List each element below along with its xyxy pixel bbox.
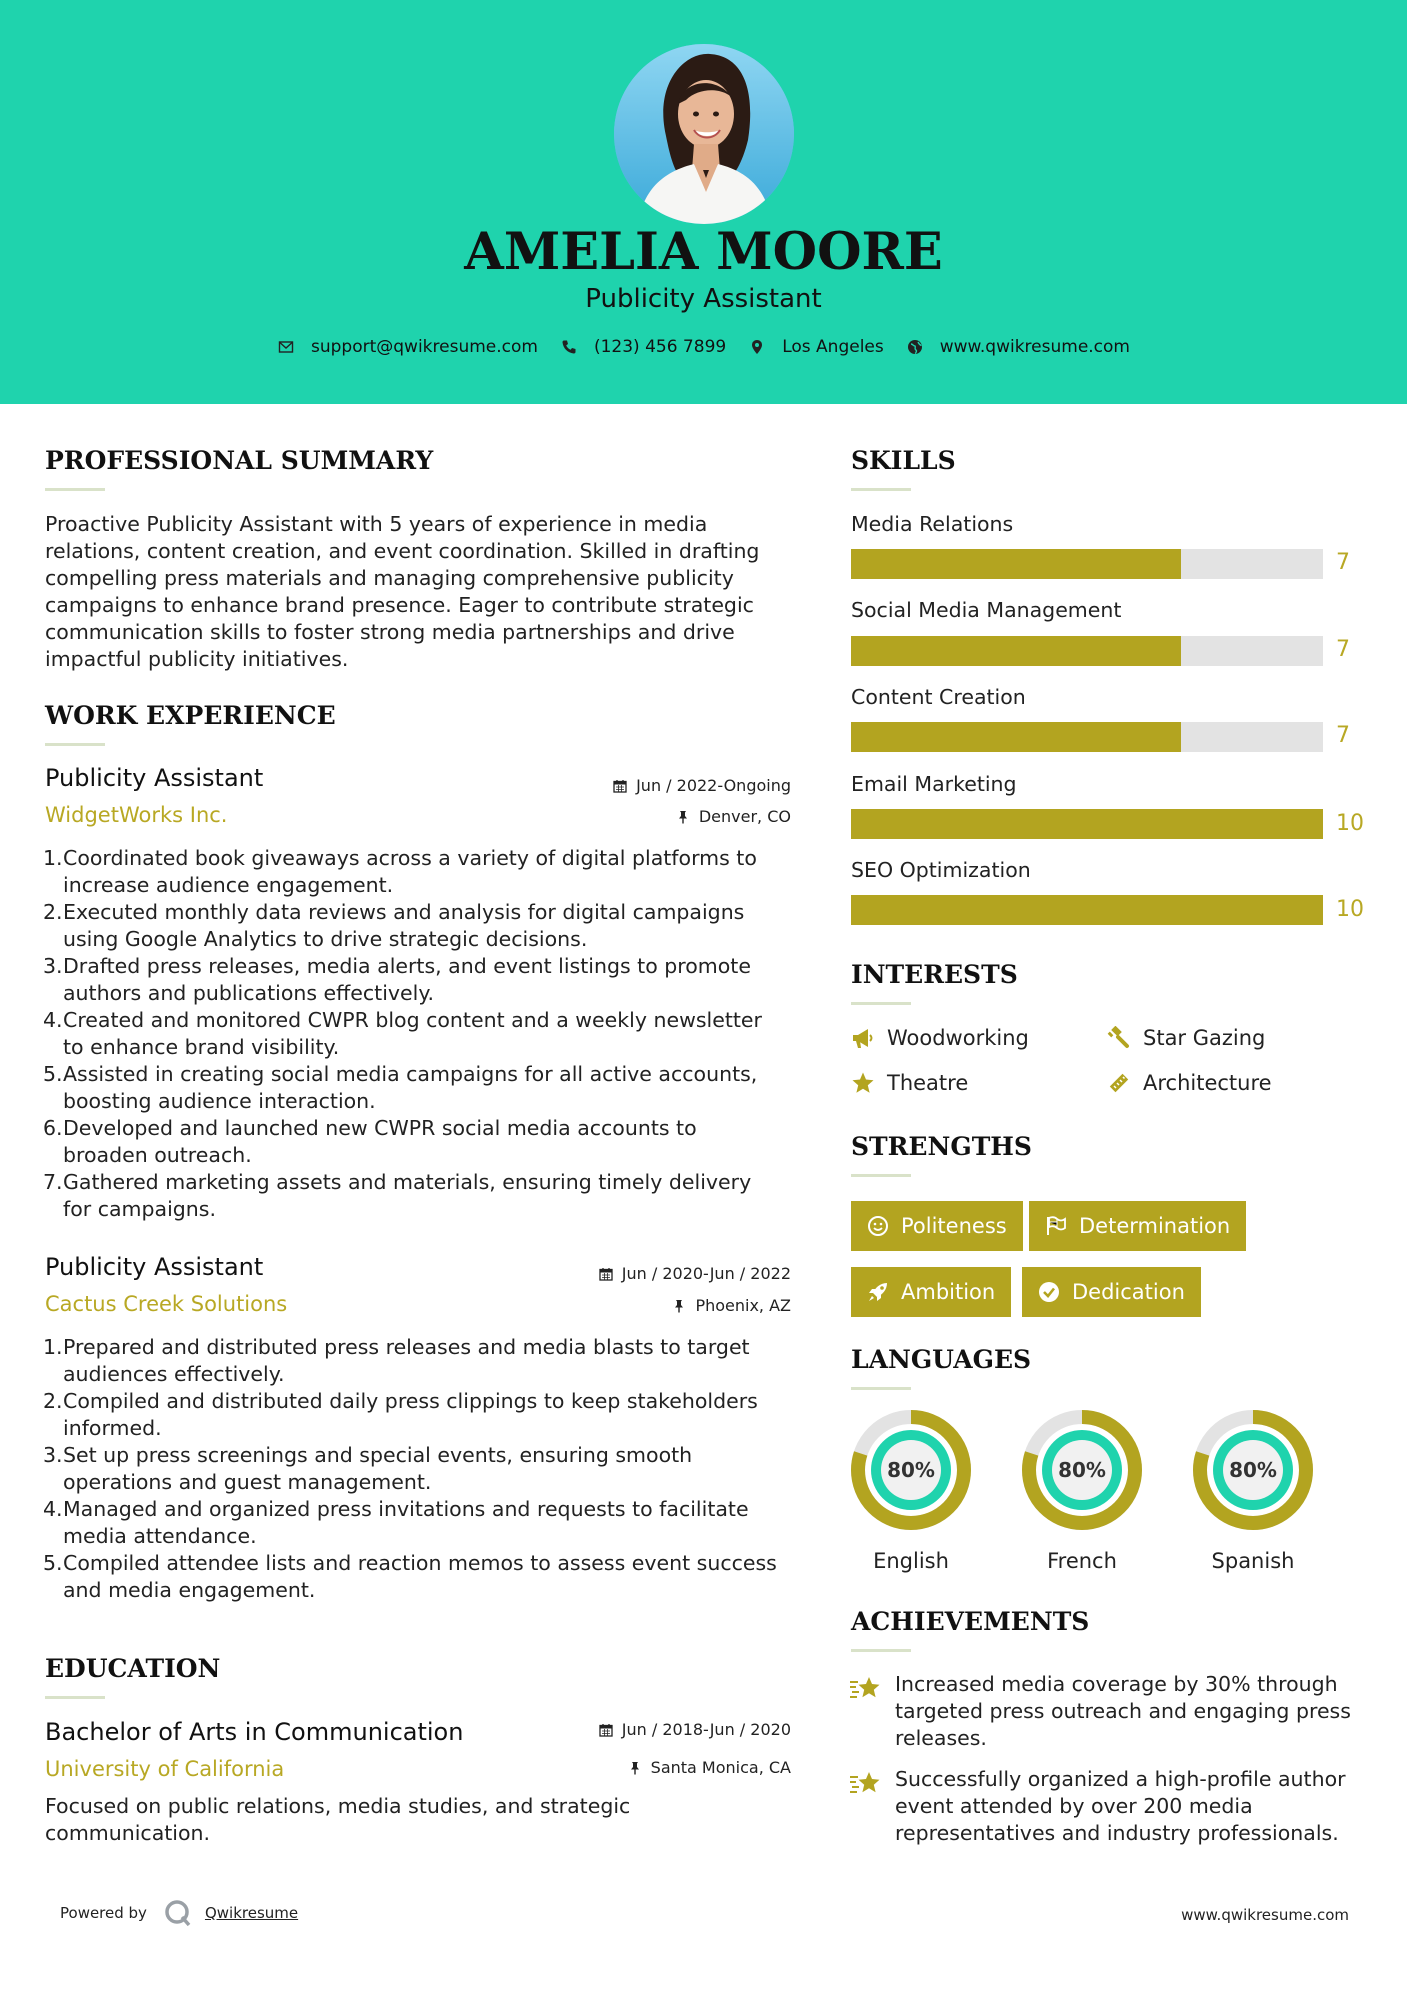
company-name: WidgetWorks Inc. [45, 803, 228, 827]
company-name: Cactus Creek Solutions [45, 1292, 288, 1316]
summary-line: compelling press materials and managing comprehensive publicity [45, 566, 734, 590]
skill-bar [851, 895, 1323, 925]
list-item-line: media attendance. [63, 1524, 257, 1548]
list-item: 4. Created and monitored CWPR blog content and a weekly newsletter to enhance brand visibility. [45, 1007, 805, 1061]
language-name: Spanish [1211, 1549, 1295, 1573]
skill-value: 7 [1336, 550, 1350, 575]
skill-name: SEO Optimization [851, 858, 1031, 882]
candidate-title: Publicity Assistant [585, 284, 822, 314]
summary-line: impactful publicity initiatives. [45, 647, 349, 671]
list-item-line: Coordinated book giveaways across a variety of digital platforms to [63, 846, 757, 870]
education-date-text: Jun / 2018-Jun / 2020 [621, 1720, 791, 1739]
interest-item [1107, 1071, 1272, 1095]
qwikresume-logo-icon [163, 1898, 193, 1928]
list-item-line: Gathered marketing assets and materials, ensuring timely delivery [63, 1170, 752, 1194]
footer-powered-by [60, 1898, 298, 1928]
list-item-line: to enhance brand visibility. [63, 1035, 340, 1059]
education-heading: EDUCATION [45, 1654, 221, 1683]
check-circle-icon [1038, 1281, 1060, 1303]
education-date [599, 1720, 791, 1739]
language-item [850, 1409, 972, 1573]
summary-line: campaigns to enhance brand presence. Eager to contribute strategic [45, 593, 754, 617]
job-location-text: Phoenix, AZ [695, 1296, 791, 1315]
list-item-line: Compiled and distributed daily press clippings to keep stakeholders [63, 1389, 758, 1413]
list-item-line: increase audience engagement. [63, 873, 394, 897]
list-item-line: Compiled attendee lists and reaction memos to assess event success [63, 1551, 777, 1575]
contact-location-text: Los Angeles [782, 337, 884, 357]
list-item-line: broaden outreach. [63, 1143, 252, 1167]
achievement-item [849, 1671, 1369, 1752]
shooting-star-icon [849, 1766, 883, 1796]
strength-tag [1022, 1267, 1201, 1317]
list-item: 5. Assisted in creating social media campaigns for all active accounts, boosting audience interaction. [45, 1061, 805, 1115]
interest-label: Theatre [887, 1071, 969, 1095]
list-item: 3. Drafted press releases, media alerts, and event listings to promote authors and publications effectively. [45, 953, 805, 1007]
strength-tag [851, 1201, 1023, 1251]
calendar-icon [613, 779, 627, 793]
strengths-heading: STRENGTHS [851, 1132, 1032, 1161]
contact-email-text: support@qwikresume.com [311, 337, 538, 357]
map-pin-icon [748, 338, 766, 356]
job-location [672, 1296, 791, 1315]
list-item-line: Drafted press releases, media alerts, and event listings to promote [63, 954, 751, 978]
job-title: Publicity Assistant [45, 764, 264, 792]
contact-email[interactable] [277, 337, 538, 357]
strength-tag [1029, 1201, 1246, 1251]
skill-value: 7 [1336, 723, 1350, 748]
list-item-line: operations and guest management. [63, 1470, 432, 1494]
education-line: Focused on public relations, media studies, and strategic [45, 1794, 631, 1818]
skill-name: Email Marketing [851, 772, 1017, 796]
achievement-line: releases. [895, 1726, 987, 1750]
contact-phone-text: (123) 456 7899 [593, 337, 727, 357]
profile-photo-illustration [614, 44, 794, 224]
job-date-text: Jun / 2020-Jun / 2022 [621, 1264, 791, 1283]
achievement-item [849, 1766, 1369, 1847]
skill-bar [851, 809, 1323, 839]
pushpin-icon [676, 810, 690, 824]
strength-label: Dedication [1072, 1280, 1185, 1304]
flag-icon [1045, 1215, 1067, 1237]
skill-value: 7 [1336, 637, 1350, 662]
achievement-text [895, 1671, 1351, 1752]
skill-value: 10 [1336, 897, 1364, 922]
list-item: 2. Executed monthly data reviews and analysis for digital campaigns using Google Analytics to drive strategic decisions. [45, 899, 805, 953]
list-item-line: informed. [63, 1416, 162, 1440]
summary-heading-underline [45, 488, 105, 491]
list-item: 6. Developed and launched new CWPR social media accounts to broaden outreach. [45, 1115, 805, 1169]
degree-title: Bachelor of Arts in Communication [45, 1718, 464, 1746]
contact-bar [0, 337, 1407, 357]
skill-bar [851, 549, 1323, 579]
shooting-star-icon [849, 1671, 883, 1701]
list-item: 7. Gathered marketing assets and materials, ensuring timely delivery for campaigns. [45, 1169, 805, 1223]
strengths-heading-underline [851, 1174, 911, 1177]
list-item-line: audiences effectively. [63, 1362, 285, 1386]
list-item: 3. Set up press screenings and special events, ensuring smooth operations and guest management. [45, 1442, 805, 1496]
gavel-icon [1107, 1026, 1131, 1050]
language-name: English [873, 1549, 949, 1573]
skill-bar [851, 722, 1323, 752]
achievement-line: Increased media coverage by 30% through [895, 1672, 1338, 1696]
achievement-line: targeted press outreach and engaging press [895, 1699, 1351, 1723]
job-date [599, 1264, 791, 1283]
experience-heading: WORK EXPERIENCE [45, 701, 336, 730]
interests-heading-underline [851, 1002, 911, 1005]
contact-location [748, 337, 884, 357]
list-item-line: Executed monthly data reviews and analysis for digital campaigns [63, 900, 745, 924]
strength-label: Politeness [901, 1214, 1007, 1238]
pushpin-icon [628, 1761, 642, 1775]
skill-bar-fill [851, 722, 1181, 752]
language-percent: 80% [1229, 1458, 1277, 1482]
job-duties-list [45, 1334, 805, 1604]
summary-line: communication skills to foster strong media partnerships and drive [45, 620, 735, 644]
pushpin-icon [672, 1299, 686, 1313]
skills-heading-underline [851, 488, 911, 491]
summary-line: Proactive Publicity Assistant with 5 years of experience in media [45, 512, 708, 536]
job-location [676, 807, 791, 826]
skill-value: 10 [1336, 811, 1364, 836]
languages-heading-underline [851, 1387, 911, 1390]
language-item [1021, 1409, 1143, 1573]
list-item-line: authors and publications effectively. [63, 981, 435, 1005]
interests-heading: INTERESTS [851, 960, 1018, 989]
experience-heading-underline [45, 743, 105, 746]
education-location-text: Santa Monica, CA [650, 1758, 791, 1777]
contact-website[interactable] [906, 337, 1130, 357]
language-percent: 80% [887, 1458, 935, 1482]
education-heading-underline [45, 1696, 105, 1699]
skills-heading: SKILLS [851, 446, 956, 475]
calendar-icon [599, 1723, 613, 1737]
skill-bar-fill [851, 636, 1181, 666]
achievement-line: Successfully organized a high-profile author [895, 1767, 1346, 1791]
job-location-text: Denver, CO [698, 807, 791, 826]
language-item [1192, 1409, 1314, 1573]
strength-label: Determination [1079, 1214, 1231, 1238]
interest-item [1107, 1026, 1265, 1050]
job-duties-list [45, 845, 805, 1223]
skill-name: Media Relations [851, 512, 1014, 536]
education-location [628, 1758, 791, 1777]
list-item: 4. Managed and organized press invitations and requests to facilitate media attendance. [45, 1496, 805, 1550]
skill-bar-fill [851, 809, 1323, 839]
qwikresume-link[interactable]: Qwikresume [204, 1904, 299, 1922]
list-item-line: for campaigns. [63, 1197, 216, 1221]
job-date [613, 776, 791, 795]
smile-icon [867, 1215, 889, 1237]
interest-label: Architecture [1143, 1071, 1272, 1095]
list-item-line: Created and monitored CWPR blog content and a weekly newsletter [63, 1008, 762, 1032]
list-item: 1. Coordinated book giveaways across a variety of digital platforms to increase audience engagement. [45, 845, 805, 899]
strength-tag [851, 1267, 1011, 1317]
skill-name: Social Media Management [851, 598, 1122, 622]
job-title: Publicity Assistant [45, 1253, 264, 1281]
list-item-line: boosting audience interaction. [63, 1089, 376, 1113]
contact-phone[interactable] [560, 337, 726, 357]
megaphone-icon [851, 1026, 875, 1050]
job-date-text: Jun / 2022-Ongoing [636, 776, 791, 795]
skill-name: Content Creation [851, 685, 1026, 709]
list-item-line: Assisted in creating social media campaigns for all active accounts, [63, 1062, 758, 1086]
achievement-text [895, 1766, 1346, 1847]
list-item-line: Prepared and distributed press releases and media blasts to target [63, 1335, 750, 1359]
contact-website-text: www.qwikresume.com [939, 337, 1130, 357]
achievement-line: representatives and industry professionals. [895, 1821, 1339, 1845]
list-item: 2. Compiled and distributed daily press clippings to keep stakeholders informed. [45, 1388, 805, 1442]
interest-item [851, 1071, 968, 1095]
education-description [45, 1793, 805, 1847]
list-item-line: Set up press screenings and special events, ensuring smooth [63, 1443, 693, 1467]
star-icon [851, 1071, 875, 1095]
summary-text [45, 511, 805, 673]
list-item-line: and media engagement. [63, 1578, 316, 1602]
rocket-icon [867, 1281, 889, 1303]
education-line: communication. [45, 1821, 211, 1845]
language-percent: 80% [1058, 1458, 1106, 1482]
summary-line: relations, content creation, and event coordination. Skilled in drafting [45, 539, 760, 563]
footer-website[interactable]: www.qwikresume.com [1181, 1906, 1349, 1924]
ruler-icon [1107, 1071, 1131, 1095]
globe-icon [906, 338, 924, 356]
summary-heading: PROFESSIONAL SUMMARY [45, 446, 434, 475]
interest-label: Woodworking [887, 1026, 1029, 1050]
achievement-line: event attended by over 200 media [895, 1794, 1253, 1818]
school-name: University of California [45, 1757, 285, 1781]
header-band [0, 0, 1407, 404]
interest-item [851, 1026, 1029, 1050]
skill-bar [851, 636, 1323, 666]
envelope-icon [277, 338, 295, 356]
list-item-line: using Google Analytics to drive strategic decisions. [63, 927, 588, 951]
interest-label: Star Gazing [1143, 1026, 1266, 1050]
list-item-line: Developed and launched new CWPR social media accounts to [63, 1116, 697, 1140]
candidate-name: AMELIA MOORE [464, 222, 943, 282]
skill-bar-fill [851, 549, 1181, 579]
language-name: French [1047, 1549, 1117, 1573]
skill-bar-fill [851, 895, 1323, 925]
list-item: 5. Compiled attendee lists and reaction memos to assess event success and media engagement. [45, 1550, 805, 1604]
achievements-heading-underline [851, 1649, 911, 1652]
strength-label: Ambition [901, 1280, 996, 1304]
calendar-icon [599, 1267, 613, 1281]
languages-heading: LANGUAGES [851, 1345, 1032, 1374]
list-item-line: Managed and organized press invitations and requests to facilitate [63, 1497, 749, 1521]
powered-by-label: Powered by [60, 1904, 147, 1922]
list-item: 1. Prepared and distributed press releases and media blasts to target audiences effectively. [45, 1334, 805, 1388]
achievements-heading: ACHIEVEMENTS [851, 1607, 1090, 1636]
phone-icon [560, 338, 578, 356]
profile-photo [614, 44, 794, 224]
